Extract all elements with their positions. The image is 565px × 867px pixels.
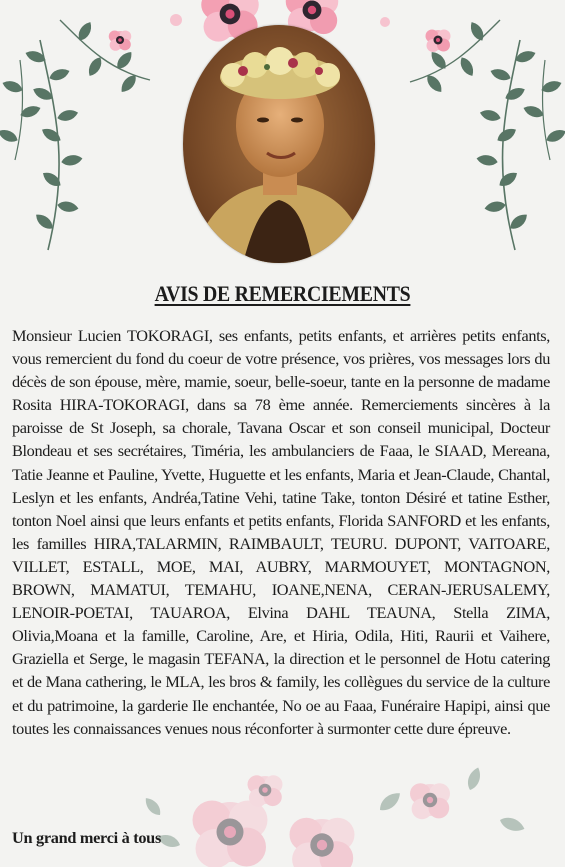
closing-line: Un grand merci à tous — [12, 828, 161, 847]
notice-title: AVIS DE REMERCIEMENTS — [154, 281, 411, 306]
portrait-photo — [183, 25, 375, 263]
notice-body: Monsieur Lucien TOKORAGI, ses enfants, petits enfants, et arrières petits enfants, vous remercient du fond du coeur de votre présence, vos prières, vos messages lors du décès de son épouse, mère, mamie, soeur, belle-soeur, tante en la personne de madame Rosita HIRA-TOKORAGI, dans sa 78 ème année. Remerciements sincères à la paroisse de St Joseph, sa chorale, Tavana Oscar et son conseil municipal, Docteur Blondeau et ses secrétaires, Timéria, les ambulanciers de Faaa, le SIAAD, Mereana, Tatie Jeanne et Pauline, Yvette, Huguette et les enfants, Maria et Jean-Claude, Chantal, Leslyn et les enfants, Andréa,Tatine Vehi, tatine Take, tonton Désiré et tatine Esther, tonton Noel ainsi que leurs enfants et petits enfants, Florida SANFORD et les enfants, les familles HIRA,TALARMIN, RAIMBAULT, TEURU. DUPONT, VAITOARE, VILLET, ESTALL, MOE, MAI, AUBRY, MARMOUYET, MONTAGNON, BROWN, MAMATUI, TEMAHU, IOANE,NENA, CERAN-JERUSALEMY, LENOIR-POETAI, TAUAROA, Elvina DAHL TEAUNA, Stella ZIMA, Olivia,Moana et la famille, Caroline, Are, et Hiria, Odila, Hiti, Raurii et Vaihere, Graziella et Serge, le magasin TEFANA, la direction et le personnel de Hotu catering et de Mana cathering, le MLA, les bros & family, les collègues du service de la culture et du patrimoine, la garderie Ile enchantée, No oe au Faaa, Funéraire Hapipi, ainsi que toutes les connaissances venues nous réconforter à surmonter cette dure épreuve. — [12, 326, 550, 738]
